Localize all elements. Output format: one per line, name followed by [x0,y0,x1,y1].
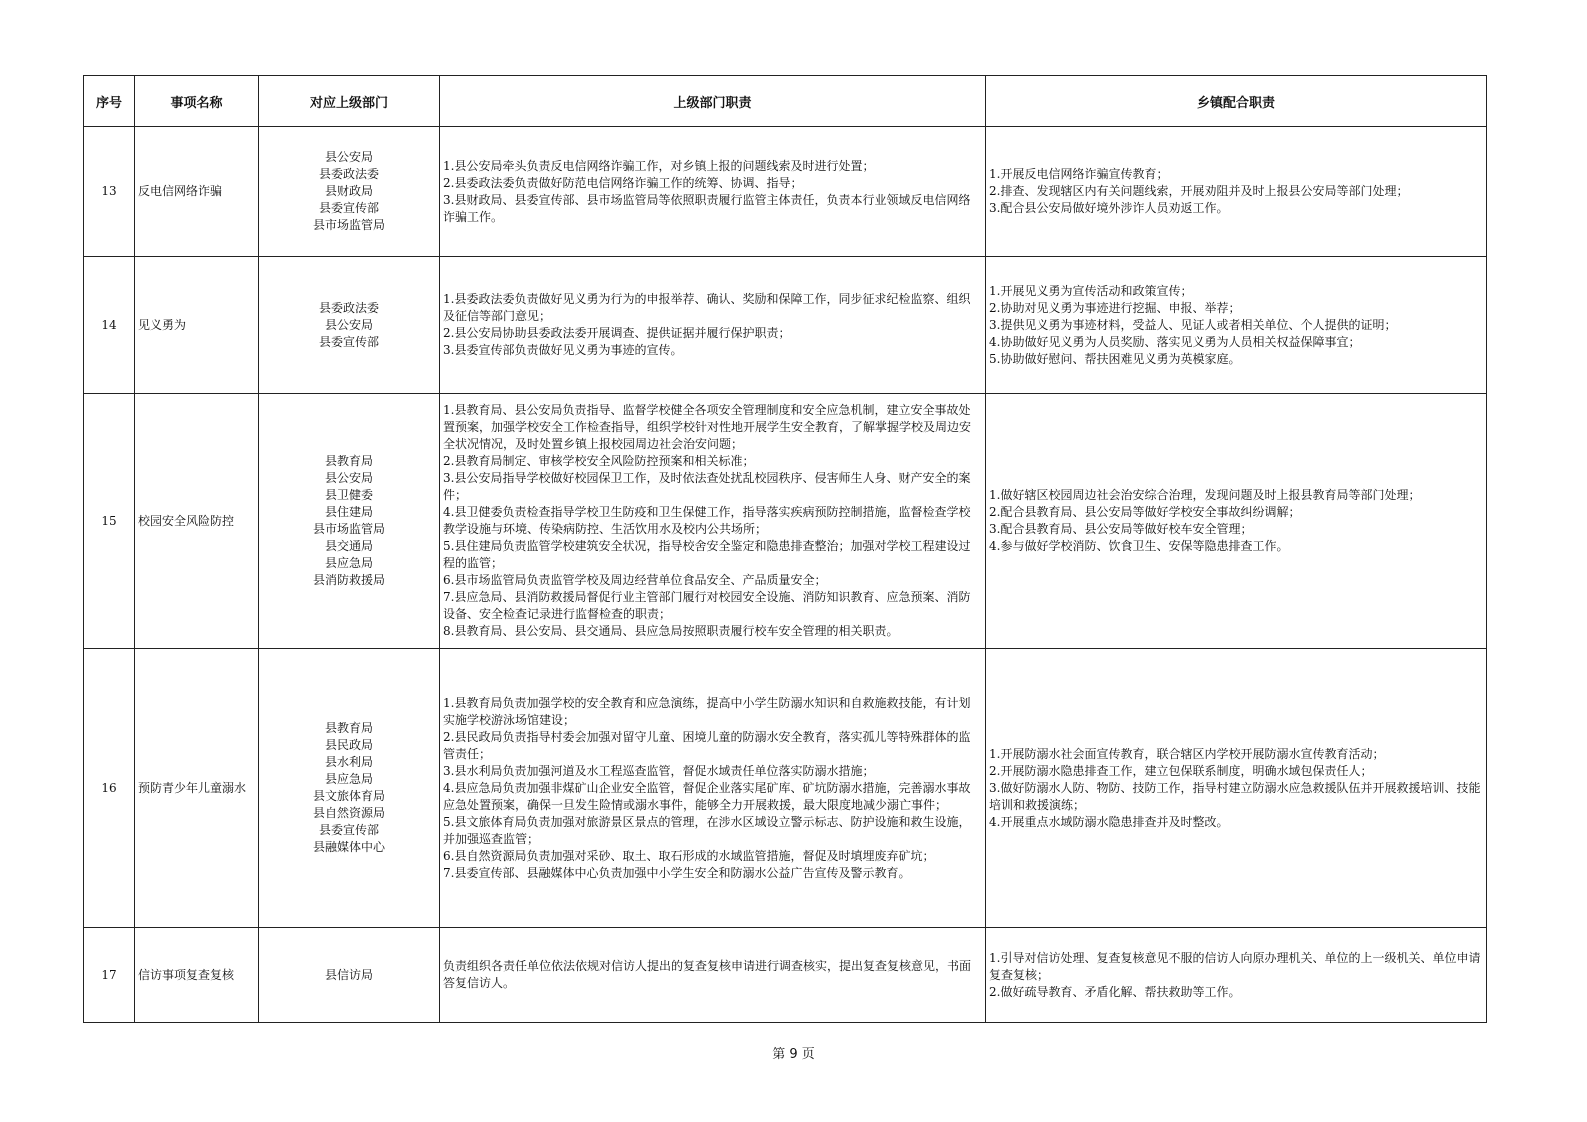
dept-name: 县住建局 [324,505,373,519]
dept-list [259,649,440,928]
duty-list [440,127,986,257]
table-row [84,257,1487,394]
dept-list [259,127,440,257]
duty-list [440,649,986,928]
dept-name: 县委政法委 [318,167,379,181]
town-duty-list [986,928,1487,1023]
town-duty-item: 3.配合县公安局做好境外涉诈人员劝返工作。 [989,201,1229,215]
dept-name: 县融媒体中心 [312,840,385,854]
header-no: 序号 [84,76,135,127]
duty-item: 6.县市场监管局负责监管学校及周边经营单位食品安全、产品质量安全； [443,573,827,587]
dept-name: 县卫健委 [324,488,373,502]
row-number: 13 [84,127,135,257]
town-duty-item: 3.配合县教育局、县公安局等做好校车安全管理； [989,522,1253,536]
duty-item: 7.县委宣传部、县融媒体中心负责加强中小学生安全和防溺水公益广告宣传及警示教育。 [443,865,911,880]
duty-item: 4.县卫健委负责检查指导学校卫生防疫和卫生保健工作，指导落实疾病预防控制措施，监督检查学校教学设施与环境、传染病防控、生活饮用水及校内公共场所； [443,505,971,536]
dept-name: 县委宣传部 [318,201,379,215]
item-name: 反电信网络诈骗 [135,127,259,257]
item-name: 预防青少年儿童溺水 [135,649,259,928]
dept-name: 县应急局 [324,772,373,786]
town-duty-item: 2.协助对见义勇为事迹进行挖掘、申报、举荐； [989,300,1241,315]
dept-list [259,257,440,394]
responsibility-table [83,75,1487,1023]
dept-name: 县信访局 [324,967,373,982]
duty-item: 负责组织各责任单位依法依规对信访人提出的复查复核申请进行调查核实，提出复查复核意见，书面答复信访人。 [443,959,972,990]
dept-name: 县公安局 [324,471,373,485]
duty-item: 7.县应急局、县消防救援局督促行业主管部门履行对校园安全设施、消防知识教育、应急预案、消防设备、安全检查记录进行监督检查的职责； [443,590,971,621]
town-duty-item: 1.做好辖区校园周边社会治安综合治理，发现问题及时上报县教育局等部门处理； [989,488,1421,502]
dept-name: 县民政局 [324,738,373,752]
dept-name: 县水利局 [324,755,373,769]
town-duty-list [986,394,1487,649]
duty-item: 5.县文旅体育局负责加强对旅游景区景点的管理，在涉水区域设立警示标志、防护设施和救生设施，并加强巡查监管； [443,814,971,846]
duty-item: 1.县教育局负责加强学校的安全教育和应急演练，提高中小学生防溺水知识和自救施救技能，有计划实施学校游泳场馆建设； [443,695,971,727]
dept-name: 县自然资源局 [312,806,385,820]
page-number: 第 9 页 [772,1047,815,1062]
town-duty-item: 1.开展反电信网络诈骗宣传教育； [989,167,1169,181]
dept-name: 县公安局 [324,317,373,332]
town-duty-item: 2.开展防溺水隐患排查工作，建立包保联系制度，明确水域包保责任人； [989,763,1373,778]
duty-item: 2.县教育局制定、审核学校安全风险防控预案和相关标准； [443,454,755,468]
town-duty-item: 3.做好防溺水人防、物防、技防工作，指导村建立防溺水应急救援队伍并开展救援培训、技能培训和救援演练； [989,780,1481,812]
duty-item: 6.县自然资源局负责加强对采砂、取土、取石形成的水域监管措施，督促及时填埋废弃矿坑； [443,848,935,863]
header-dept: 对应上级部门 [259,76,440,127]
duty-item: 8.县教育局、县公安局、县交通局、县应急局按照职责履行校车安全管理的相关职责。 [443,624,899,638]
table-row [84,127,1487,257]
dept-name: 县委宣传部 [318,334,379,349]
dept-list [259,394,440,649]
dept-name: 县教育局 [324,721,373,735]
header-row [84,76,1487,127]
town-duty-item: 4.参与做好学校消防、饮食卫生、安保等隐患排查工作。 [989,539,1289,553]
duty-item: 1.县公安局牵头负责反电信网络诈骗工作，对乡镇上报的问题线索及时进行处置； [443,158,875,173]
table-row [84,928,1487,1023]
duty-item: 2.县民政局负责指导村委会加强对留守儿童、困境儿童的防溺水安全教育，落实孤儿等特殊群体的监管责任； [443,729,971,761]
duty-item: 3.县财政局、县委宣传部、县市场监管局等依照职责履行监管主体责任，负责本行业领域反电信网络诈骗工作。 [443,192,971,224]
town-duty-item: 3.提供见义勇为事迹材料，受益人、见证人或者相关单位、个人提供的证明； [989,317,1397,332]
row-number: 17 [84,928,135,1023]
item-name: 见义勇为 [135,257,259,394]
dept-name: 县文旅体育局 [312,789,385,803]
town-duty-list [986,257,1487,394]
row-number: 16 [84,649,135,928]
duty-item: 3.县委宣传部负责做好见义勇为事迹的宣传。 [443,343,683,357]
item-name: 信访事项复查复核 [135,928,259,1023]
dept-name: 县教育局 [324,454,373,468]
dept-name: 县交通局 [324,539,373,553]
dept-name: 县消防救援局 [312,573,385,587]
item-name: 校园安全风险防控 [135,394,259,649]
duty-item: 2.县委政法委负责做好防范电信网络诈骗工作的统筹、协调、指导； [443,175,803,190]
duty-item: 1.县教育局、县公安局负责指导、监督学校健全各项安全管理制度和安全应急机制，建立安全事故处置预案，加强学校安全工作检查指导，组织学校针对性地开展学生安全教育，了解掌握学校及周边安全状况情况，及时处置乡镇上报校园周边社会治安问题； [443,403,972,451]
dept-name: 县委政法委 [318,300,379,315]
duty-item: 4.县应急局负责加强非煤矿山企业安全监管，督促企业落实尾矿库、矿坑防溺水措施，完善溺水事故应急处置预案，确保一旦发生险情或溺水事件，能够全力开展救援，最大限度地减少溺亡事件； [443,780,971,812]
town-duty-list [986,127,1487,257]
town-duty-item: 2.排查、发现辖区内有关问题线索，开展劝阻并及时上报县公安局等部门处理； [989,184,1409,198]
town-duty-item: 1.开展防溺水社会面宣传教育，联合辖区内学校开展防溺水宣传教育活动； [989,746,1385,761]
duty-item: 3.县水利局负责加强河道及水工程巡查监管，督促水域责任单位落实防溺水措施； [443,763,875,778]
table-row [84,394,1487,649]
town-duty-item: 4.开展重点水域防溺水隐患排查并及时整改。 [989,814,1229,829]
dept-name: 县委宣传部 [318,823,379,837]
duty-item: 1.县委政法委负责做好见义勇为行为的申报举荐、确认、奖励和保障工作，同步征求纪检监察、组织及征信等部门意见； [443,292,971,323]
duty-item: 2.县公安局协助县委政法委开展调查、提供证据并履行保护职责； [443,326,791,340]
dept-name: 县应急局 [324,556,373,570]
header-item-name: 事项名称 [135,76,259,127]
town-duty-item: 2.做好疏导教育、矛盾化解、帮扶救助等工作。 [989,984,1241,999]
row-number: 15 [84,394,135,649]
town-duty-item: 1.引导对信访处理、复查复核意见不服的信访人向原办理机关、单位的上一级机关、单位申请复查复核； [989,950,1481,982]
duty-list [440,394,986,649]
town-duty-item: 5.协助做好慰问、帮扶困难见义勇为英模家庭。 [989,351,1241,366]
header-town-duty: 乡镇配合职责 [986,76,1487,127]
duty-item: 5.县住建局负责监管学校建筑安全状况，指导校舍安全鉴定和隐患排查整治；加强对学校工程建设过程的监管； [443,539,971,570]
dept-name: 县财政局 [324,184,373,198]
dept-list [259,928,440,1023]
town-duty-list [986,649,1487,928]
duty-list [440,257,986,394]
table-row [84,649,1487,928]
dept-name: 县市场监管局 [312,522,385,536]
row-number: 14 [84,257,135,394]
dept-name: 县市场监管局 [312,218,385,232]
town-duty-item: 2.配合县教育局、县公安局等做好学校安全事故纠纷调解； [989,505,1301,519]
duty-list [440,928,986,1023]
header-duty: 上级部门职责 [440,76,986,127]
town-duty-item: 4.协助做好见义勇为人员奖励、落实见义勇为人员相关权益保障事宜； [989,334,1361,349]
dept-name: 县公安局 [324,150,373,164]
duty-item: 3.县公安局指导学校做好校园保卫工作，及时依法查处扰乱校园秩序、侵害师生人身、财产安全的案件； [443,471,971,502]
town-duty-item: 1.开展见义勇为宣传活动和政策宣传； [989,283,1193,298]
